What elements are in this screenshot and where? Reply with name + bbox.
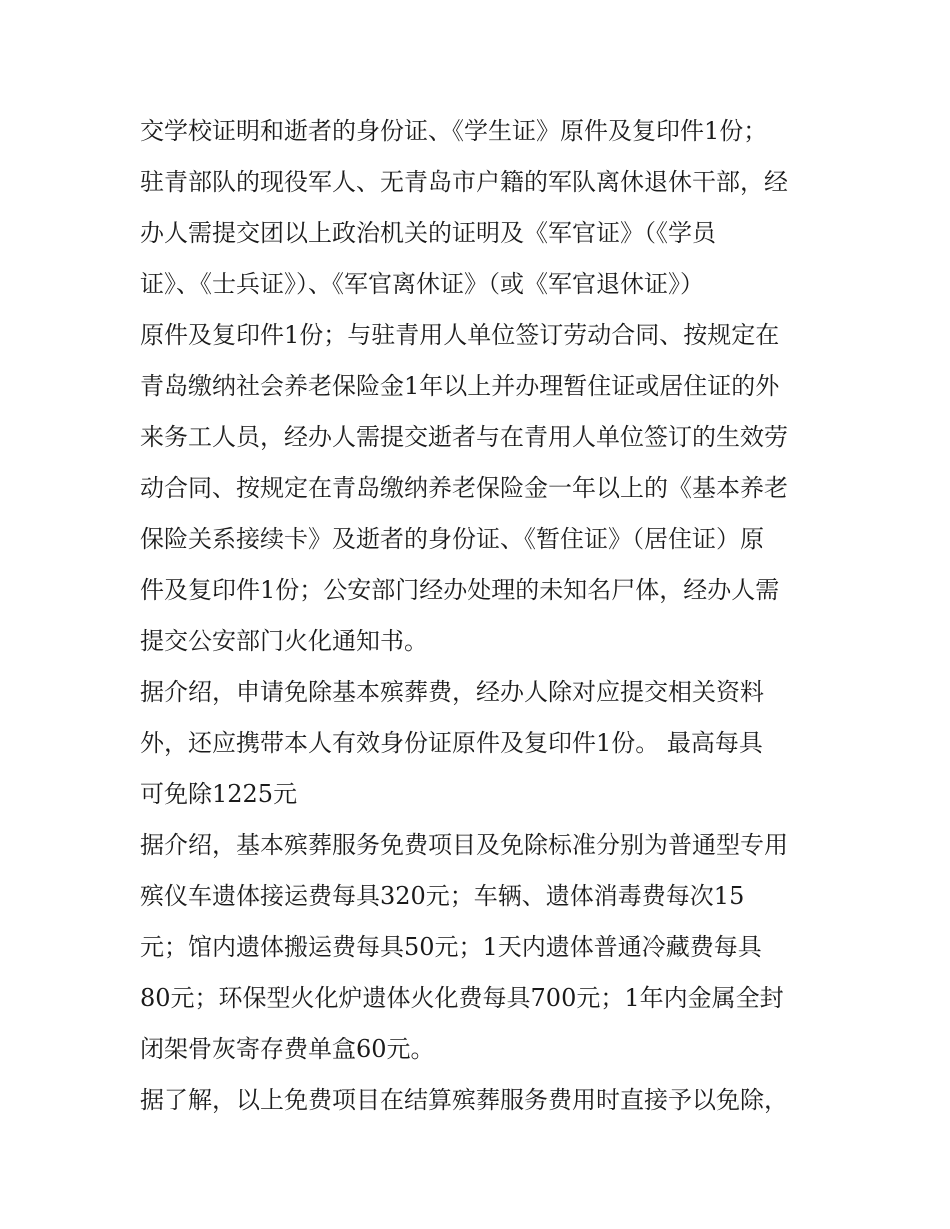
text-line: 件及复印件1份；公安部门经办处理的未知名尸体，经办人需 (140, 576, 780, 604)
text-line: 据介绍，申请免除基本殡葬费，经办人除对应提交相关资料 (140, 678, 764, 706)
text-line: 青岛缴纳社会养老保险金1年以上并办理暂住证或居住证的外 (140, 372, 780, 400)
text-line: 可免除1225元 (140, 780, 298, 808)
text-line: 驻青部队的现役军人、无青岛市户籍的军队离休退休干部，经 (140, 168, 788, 196)
paragraph-free-items-standards (140, 820, 820, 1075)
text-line: 交学校证明和逝者的身份证、《学生证》原件及复印件1份； (140, 117, 768, 145)
text-line: 闭架骨灰寄存费单盒60元。 (140, 1035, 435, 1063)
text-line: 证》、《士兵证》）、《军官离休证》（或《军官退休证》） (140, 270, 704, 298)
text-line: 80元；环保型火化炉遗体火化费每具700元；1年内金属全封 (140, 984, 784, 1012)
paragraph-settlement-note (140, 1075, 820, 1126)
paragraph-application-requirements (140, 667, 820, 820)
text-line: 动合同、按规定在青岛缴纳养老保险金一年以上的《基本养老 (140, 474, 788, 502)
text-line: 据了解，以上免费项目在结算殡葬服务费用时直接予以免除， (140, 1086, 788, 1114)
text-line: 殡仪车遗体接运费每具320元；车辆、遗体消毒费每次15 (140, 882, 745, 910)
document-body (140, 106, 820, 1126)
text-line: 原件及复印件1份；与驻青用人单位签订劳动合同、按规定在 (140, 321, 780, 349)
text-line: 外，还应携带本人有效身份证原件及复印件1份。 最高每具 (140, 729, 763, 757)
text-line: 来务工人员，经办人需提交逝者与在青用人单位签订的生效劳 (140, 423, 788, 451)
text-line: 保险关系接续卡》及逝者的身份证、《暂住证》（居住证）原 (140, 525, 764, 553)
text-line: 提交公安部门火化通知书。 (140, 627, 428, 655)
text-line: 据介绍，基本殡葬服务免费项目及免除标准分别为普通型专用 (140, 831, 788, 859)
paragraph-eligible-documents (140, 106, 820, 667)
text-line: 元；馆内遗体搬运费每具50元；1天内遗体普通冷藏费每具 (140, 933, 762, 961)
text-line: 办人需提交团以上政治机关的证明及《军官证》（《学员 (140, 219, 716, 247)
